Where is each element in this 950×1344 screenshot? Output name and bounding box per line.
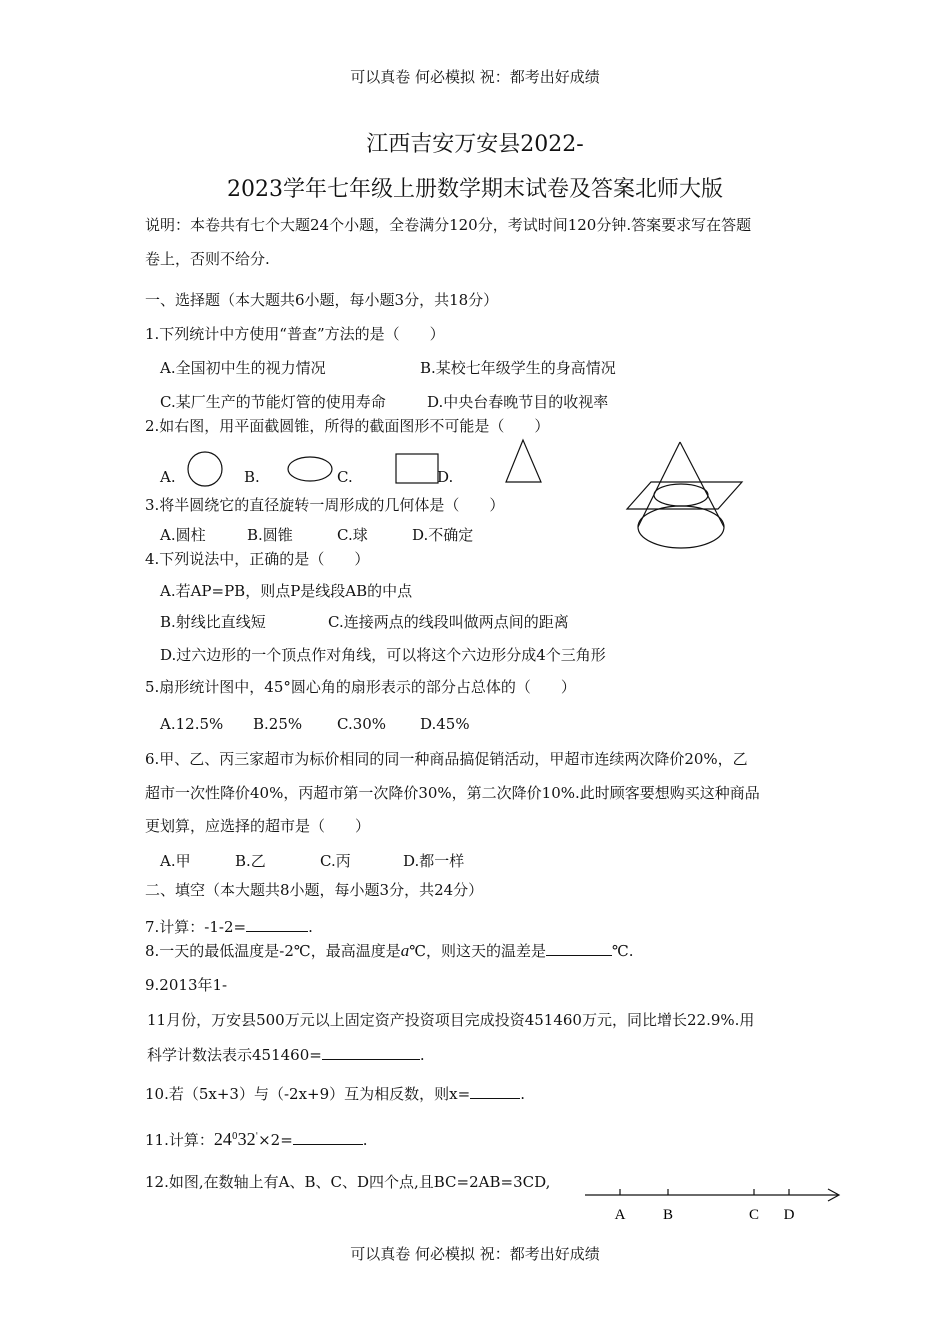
q9-end: .: [419, 1046, 425, 1064]
q11-text: 11.计算：: [145, 1131, 214, 1149]
page-footer: 可以真卷 何必模拟 祝：都考出好成绩: [350, 1245, 600, 1263]
title-line-1: 江西吉安万安县2022-: [366, 132, 584, 157]
q6-option-d: D.都一样: [403, 852, 465, 870]
q8-text: 8.一天的最低温度是-2℃，最高温度是: [145, 942, 401, 960]
q10-end: .: [520, 1085, 525, 1103]
q1-option-d: D.中央台春晚节目的收视率: [427, 393, 609, 411]
q11-end: .: [362, 1131, 368, 1149]
q7-end: .: [308, 918, 313, 936]
q8-answer-blank[interactable]: [546, 941, 612, 956]
q5-option-d: D.45%: [420, 715, 470, 733]
q3-option-d: D.不确定: [412, 526, 474, 544]
q8-mid: ℃，则这天的温差是: [409, 942, 546, 960]
q10-text: 10.若（5x+3）与（-2x+9）互为相反数，则x=: [145, 1085, 471, 1103]
q4-option-c: C.连接两点的线段叫做两点间的距离: [328, 613, 569, 631]
page-header: 可以真卷 何必模拟 祝：都考出好成绩: [350, 68, 600, 86]
q5-option-a: A.12.5%: [160, 715, 224, 733]
q7: [145, 917, 313, 937]
q6-line-1: 6.甲、乙、丙三家超市为标价相同的同一种商品搞促销活动，甲超市连续两次降价20%，乙: [145, 750, 748, 768]
q4-option-d: D.过六边形的一个顶点作对角线，可以将这个六边形分成4个三角形: [160, 646, 606, 664]
q3-stem: 3.将半圆绕它的直径旋转一周形成的几何体是（ ）: [145, 496, 505, 514]
note-line-1: 说明：本卷共有七个大题24个小题，全卷满分120分，考试时间120分钟.答案要求写在答题: [145, 216, 752, 234]
q11-minutes: 32: [237, 1129, 256, 1149]
q6-option-b: B.乙: [235, 852, 266, 870]
q5-option-c: C.30%: [337, 715, 387, 733]
label-a: A: [614, 1207, 626, 1223]
q1-option-a: A.全国初中生的视力情况: [160, 359, 326, 377]
q1-stem: 1.下列统计中方使用“普查”方法的是（ ）: [145, 325, 445, 343]
q4-option-b: B.射线比直线短: [160, 613, 266, 631]
q11-degree-sign: 0: [231, 1132, 238, 1142]
ellipse-shape-icon: [286, 455, 336, 485]
q6-line-3: 更划算，应选择的超市是（ ）: [145, 817, 371, 835]
q9-line-1: 9.2013年1-: [145, 976, 228, 994]
q11-answer-blank[interactable]: [293, 1130, 363, 1145]
q9-line-3: [147, 1045, 425, 1065]
label-c: C: [748, 1207, 760, 1223]
q9-text: 科学计数法表示451460=: [147, 1046, 322, 1064]
q4-option-a: A.若AP=PB，则点P是线段AB的中点: [160, 582, 413, 600]
section-1-heading: 一、选择题（本大题共6小题，每小题3分，共18分）: [145, 291, 499, 309]
q9-line-2: 11月份，万安县500万元以上固定资产投资项目完成投资451460万元，同比增长22.9%.用: [147, 1011, 755, 1029]
label-b: B: [662, 1207, 674, 1223]
q10: [145, 1084, 525, 1104]
q6-line-2: 超市一次性降价40%，丙超市第一次降价30%，第二次降价10%.此时顾客要想购买这种商品: [145, 784, 760, 802]
q10-answer-blank[interactable]: [470, 1084, 520, 1099]
triangle-shape-icon: [503, 437, 545, 487]
q3-option-b: B.圆锥: [247, 526, 293, 544]
q5-stem: 5.扇形统计图中，45°圆心角的扇形表示的部分占总体的（ ）: [145, 678, 576, 696]
q3-option-c: C.球: [337, 526, 368, 544]
note-line-2: 卷上，否则不给分.: [145, 250, 270, 268]
q2-option-c: C.: [337, 468, 353, 486]
label-d: D: [783, 1207, 795, 1223]
cone-plane-section-diagram: [620, 438, 750, 558]
q3-option-a: A.圆柱: [160, 526, 206, 544]
q1-option-c: C.某厂生产的节能灯管的使用寿命: [160, 393, 386, 411]
circle-shape-icon: [185, 450, 225, 490]
q4-stem: 4.下列说法中，正确的是（ ）: [145, 550, 370, 568]
q8-variable: a: [400, 941, 410, 960]
q8-end: ℃.: [612, 942, 634, 960]
q2-option-b: B.: [244, 468, 260, 486]
title-line-2: 2023学年七年级上册数学期末试卷及答案北师大版: [227, 177, 723, 202]
q2-option-a: A.: [160, 468, 176, 486]
q7-text: 7.计算：-1-2=: [145, 918, 247, 936]
number-line-diagram: [580, 1180, 850, 1230]
q12-stem: 12.如图,在数轴上有A、B、C、D四个点,且BC=2AB=3CD,: [145, 1173, 551, 1191]
q2-stem: 2.如右图，用平面截圆锥，所得的截面图形不可能是（ ）: [145, 417, 550, 435]
q11-degrees: 24: [213, 1129, 232, 1149]
q8: [145, 941, 634, 961]
q11-minute-sign: ': [255, 1132, 259, 1142]
q11-tail: ×2=: [258, 1131, 293, 1149]
section-2-heading: 二、填空（本大题共8小题，每小题3分，共24分）: [145, 881, 484, 899]
q5-option-b: B.25%: [253, 715, 303, 733]
q6-option-a: A.甲: [160, 852, 191, 870]
q11: [145, 1127, 368, 1150]
q7-answer-blank[interactable]: [246, 917, 308, 932]
q6-option-c: C.丙: [320, 852, 351, 870]
q1-option-b: B.某校七年级学生的身高情况: [420, 359, 616, 377]
q9-answer-blank[interactable]: [322, 1045, 420, 1060]
q2-option-d: D.: [437, 468, 454, 486]
